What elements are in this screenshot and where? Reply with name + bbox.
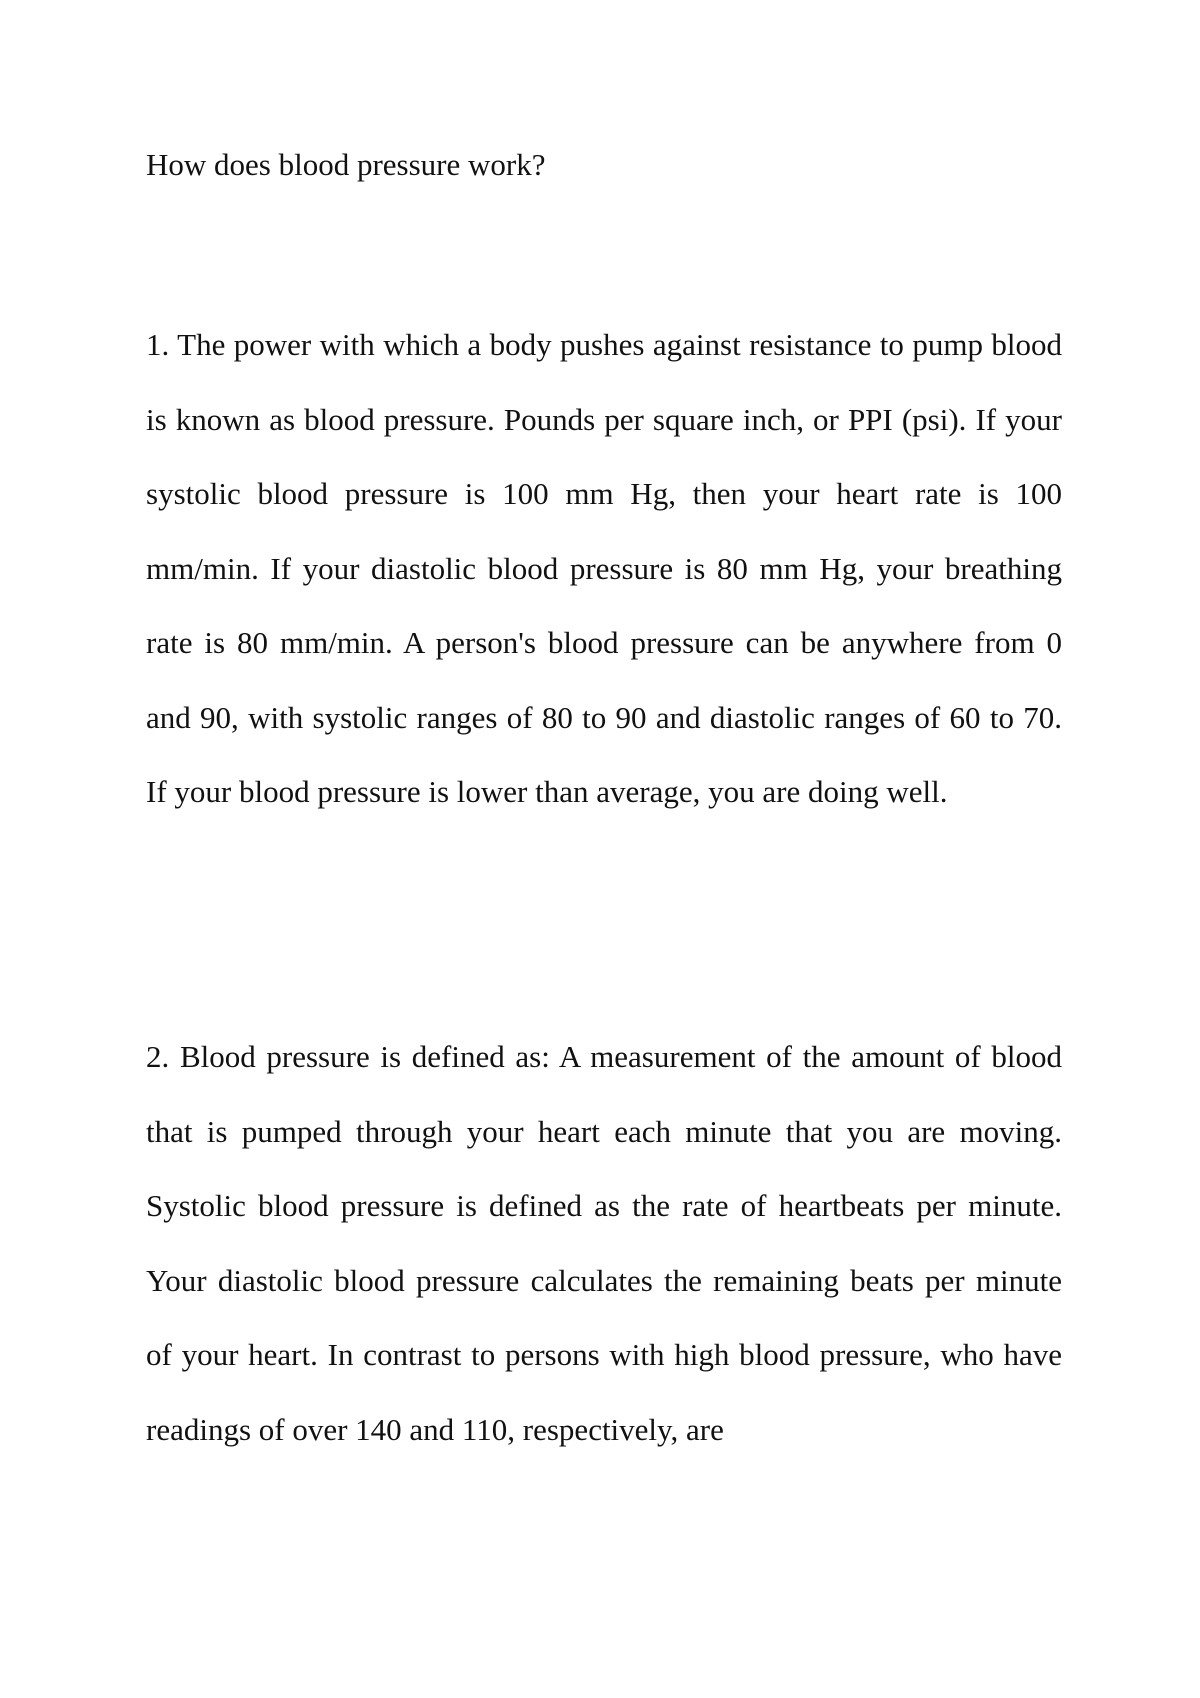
paragraph-1: 1. The power with which a body pushes against resistance to pump blood is known as blood pressure. Pounds per square inch, or PPI (psi). If your systolic blood pressure is 100 mm Hg, then your heart rate is 100 mm/min. If your diastolic blood pressure is 80 mm Hg, your breathing rate is 80 mm/min. A person's blood pressure can be anywhere from 0 and 90, with systolic ranges of 80 to 90 and diastolic ranges of 60 to 70. If your blood pressure is lower than average, you are doing well. xyxy=(146,327,1062,809)
question-heading: How does blood pressure work? xyxy=(146,147,546,182)
paragraph-2: 2. Blood pressure is defined as: A measurement of the amount of blood that is pumped through your heart each minute that you are moving. Systolic blood pressure is defined as the rate of heartbeats per minute. Your diastolic blood pressure calculates the remaining beats per minute of your heart. In contrast to persons with high blood pressure, who have readings of over 140 and 110, respectively, are xyxy=(146,1039,1062,1447)
